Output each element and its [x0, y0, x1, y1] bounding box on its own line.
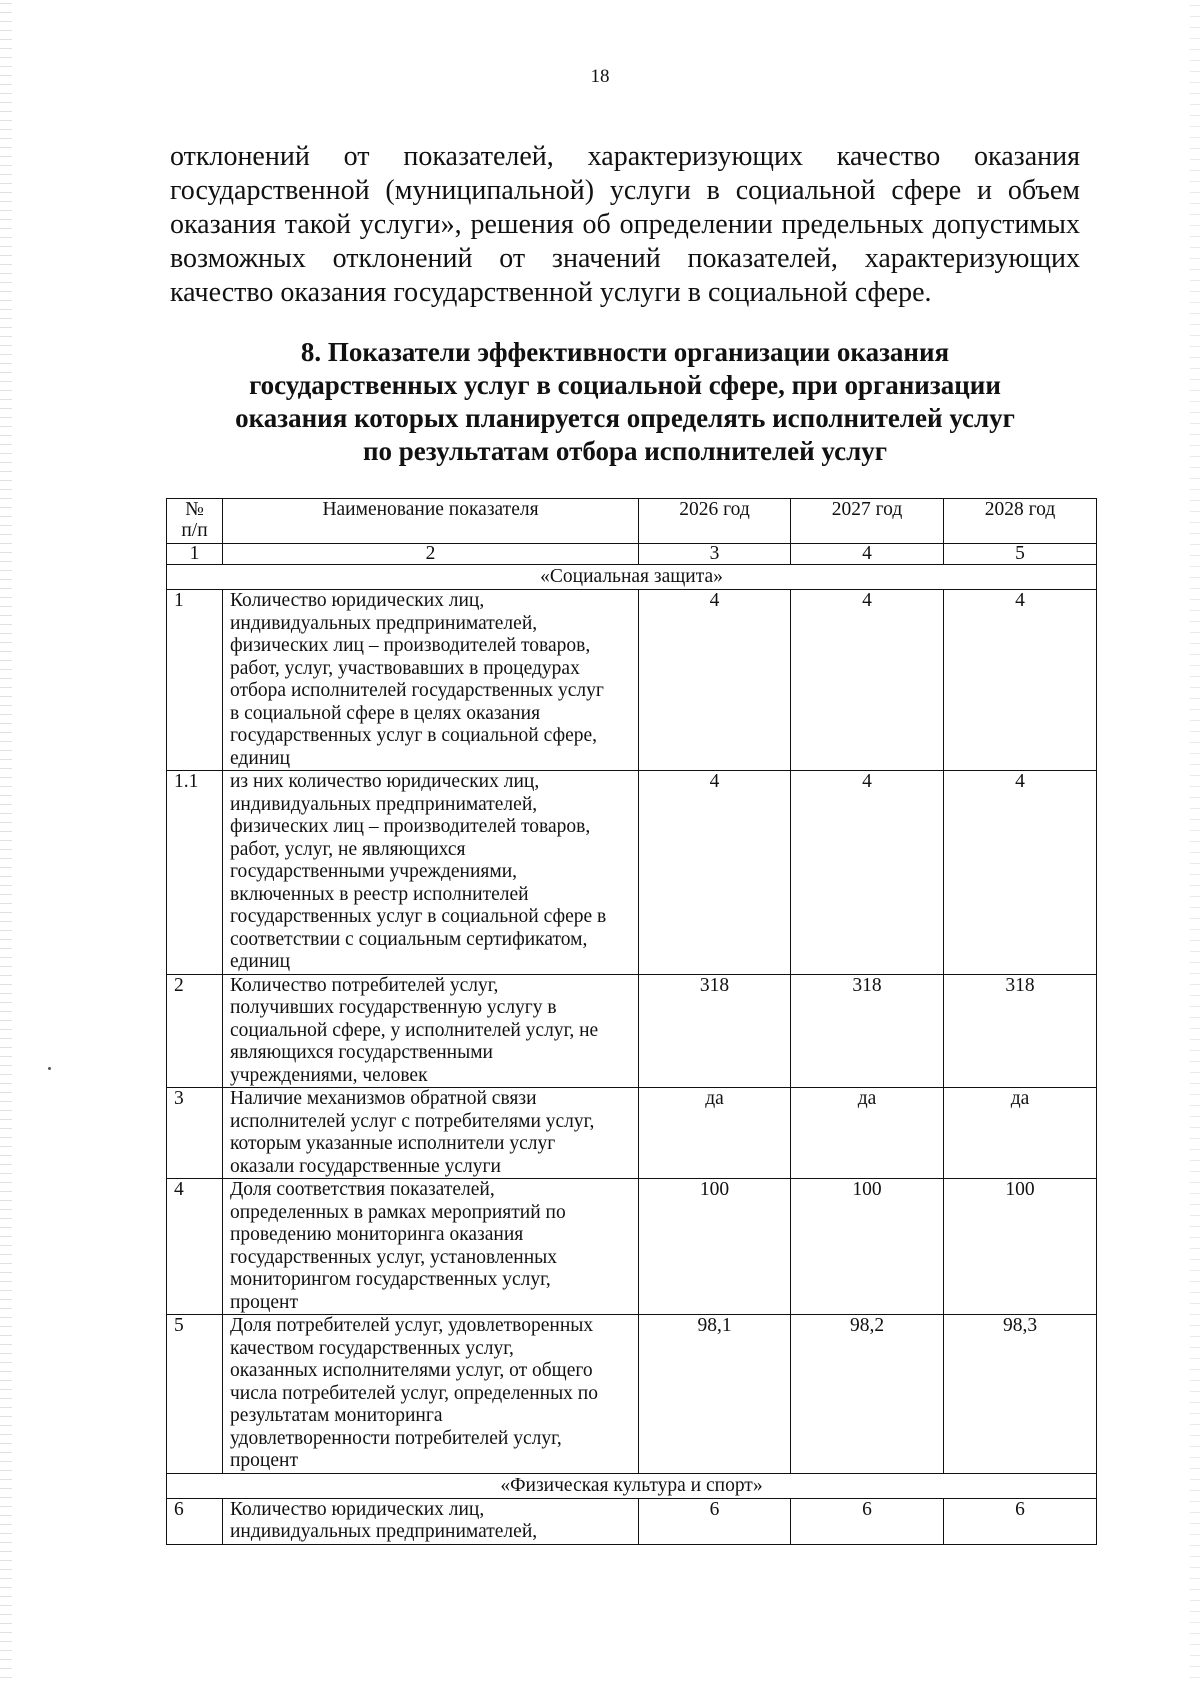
indicator-name-line: индивидуальных предпринимателей,: [230, 612, 538, 634]
section-title-line: оказания которых планируется определять исполнителей услуг: [235, 403, 1015, 433]
group-title: «Физическая культура и спорт»: [167, 1473, 1097, 1498]
row-number: 3: [167, 1088, 223, 1179]
indicator-name-line: в социальной сфере в целях оказания: [230, 702, 541, 724]
value-2027: 6: [791, 1498, 944, 1544]
value-2027: 98,2: [791, 1315, 944, 1474]
section-title: [170, 336, 1080, 468]
value-2027: 318: [791, 974, 944, 1088]
row-number: 6: [167, 1498, 223, 1544]
value-2028: 4: [944, 771, 1097, 975]
indicator-name-line: получивших государственную услугу в: [230, 997, 557, 1018]
indicator-name: [223, 1315, 639, 1474]
indicator-name-line: единиц: [230, 747, 291, 769]
section-title-line: 8. Показатели эффективности организации оказания: [300, 337, 950, 367]
column-number-row: [167, 544, 1097, 565]
indicator-name: [223, 974, 639, 1088]
value-2028: 318: [944, 974, 1097, 1088]
header-number-line2: п/п: [181, 520, 208, 541]
value-2026: 318: [639, 974, 791, 1088]
indicator-name: [223, 590, 639, 771]
row-number: 2: [167, 974, 223, 1088]
indicator-name-line: Доля соответствия показателей,: [230, 1179, 495, 1200]
table-row: [167, 1498, 1097, 1544]
indicator-name-line: государственных услуг в социальной сфере,: [230, 725, 598, 746]
row-number: 1: [167, 590, 223, 771]
header-2026: 2026 год: [639, 499, 791, 544]
indicator-name-line: Количество потребителей услуг,: [230, 974, 499, 996]
header-2028: 2028 год: [944, 499, 1097, 544]
value-2027: 4: [791, 590, 944, 771]
indicator-name-line: процент: [230, 1291, 298, 1313]
intro-paragraph: отклонений от показателей, характеризующих качество оказания государственной (муниципальной) услуги в социальной сфере и объем оказания такой услуги», решения об определении предельных допустимых возможных отклонений от значений показателей, характеризующих качество оказания государственной услуги в социальной сфере.: [170, 141, 1080, 308]
value-2028: 98,3: [944, 1315, 1097, 1474]
column-number: 3: [639, 544, 791, 565]
value-2027: 4: [791, 771, 944, 975]
section-title-line: государственных услуг в социальной сфере, при организации: [249, 370, 1001, 400]
table-row: [167, 1179, 1097, 1315]
indicator-name-line: государственных услуг, установленных: [230, 1246, 558, 1268]
column-number: 2: [223, 544, 639, 565]
value-2028: 100: [944, 1179, 1097, 1315]
indicator-name-line: физических лиц – производителей товаров,: [230, 816, 591, 837]
indicator-name-line: числа потребителей услуг, определенных по: [230, 1382, 598, 1404]
indicator-name-line: государственными учреждениями,: [230, 861, 518, 882]
indicator-name-line: из них количество юридических лиц,: [230, 771, 540, 792]
table-row: [167, 1088, 1097, 1179]
indicator-name-line: оказали государственные услуги: [230, 1155, 501, 1177]
column-number: 5: [944, 544, 1097, 565]
value-2026: 6: [639, 1498, 791, 1544]
value-2026: да: [639, 1088, 791, 1179]
row-number: 1.1: [167, 771, 223, 975]
indicator-name-line: результатам мониторинга: [230, 1405, 443, 1426]
indicator-name-line: определенных в рамках мероприятий по: [230, 1201, 566, 1223]
indicator-name-line: социальной сфере, у исполнителей услуг, не: [230, 1019, 599, 1041]
indicator-name-line: работ, услуг, участвовавших в процедурах: [230, 657, 580, 679]
indicator-name-line: оказанных исполнителями услуг, от общего: [230, 1360, 593, 1381]
table-row: [167, 771, 1097, 975]
value-2027: да: [791, 1088, 944, 1179]
table-body: [167, 565, 1097, 1545]
indicator-name-line: включенных в реестр исполнителей: [230, 883, 529, 905]
group-title: «Социальная защита»: [167, 565, 1097, 590]
indicators-table: [166, 498, 1097, 1545]
indicator-name-line: Доля потребителей услуг, удовлетворенных: [230, 1315, 594, 1336]
value-2026: 4: [639, 590, 791, 771]
indicator-name-line: которым указанные исполнители услуг: [230, 1133, 556, 1154]
table-header-row: [167, 499, 1097, 544]
indicator-name: [223, 1088, 639, 1179]
indicator-name-line: физических лиц – производителей товаров,: [230, 635, 591, 656]
indicator-name-line: единиц: [230, 951, 291, 972]
column-number: 4: [791, 544, 944, 565]
indicator-name-line: качеством государственных услуг,: [230, 1337, 514, 1359]
indicator-name-line: индивидуальных предпринимателей,: [230, 1521, 538, 1542]
value-2028: 6: [944, 1498, 1097, 1544]
value-2026: 100: [639, 1179, 791, 1315]
group-header-row: [167, 565, 1097, 590]
indicator-name: [223, 1498, 639, 1544]
indicator-name-line: индивидуальных предпринимателей,: [230, 793, 538, 815]
indicator-name: [223, 771, 639, 975]
value-2028: да: [944, 1088, 1097, 1179]
header-2027: 2027 год: [791, 499, 944, 544]
value-2026: 4: [639, 771, 791, 975]
indicator-name-line: соответствии с социальным сертификатом,: [230, 928, 588, 950]
value-2027: 100: [791, 1179, 944, 1315]
indicator-name-line: Наличие механизмов обратной связи: [230, 1088, 537, 1109]
indicator-name-line: отбора исполнителей государственных услуг: [230, 680, 604, 701]
indicator-name-line: Количество юридических лиц,: [230, 590, 485, 611]
indicator-name-line: удовлетворенности потребителей услуг,: [230, 1427, 562, 1449]
indicator-name-line: учреждениями, человек: [230, 1064, 428, 1086]
indicator-name: [223, 1179, 639, 1315]
header-number-line1: №: [185, 499, 204, 520]
header-number: [167, 499, 223, 544]
table-row: [167, 974, 1097, 1088]
scan-edge-right: [1190, 0, 1200, 1686]
value-2026: 98,1: [639, 1315, 791, 1474]
row-number: 5: [167, 1315, 223, 1474]
column-number: 1: [167, 544, 223, 565]
page-number: 18: [590, 66, 610, 87]
indicator-name-line: исполнителей услуг с потребителями услуг,: [230, 1110, 595, 1132]
table-row: [167, 1315, 1097, 1474]
table-row: [167, 590, 1097, 771]
scan-speck: [48, 1067, 51, 1070]
group-header-row: [167, 1473, 1097, 1498]
section-title-line: по результатам отбора исполнителей услуг: [362, 436, 887, 466]
scan-edge-left: [0, 0, 12, 1686]
indicator-name-line: являющихся государственными: [230, 1042, 493, 1063]
header-indicator-name: Наименование показателя: [223, 499, 639, 544]
row-number: 4: [167, 1179, 223, 1315]
indicator-name-line: мониторингом государственных услуг,: [230, 1269, 551, 1290]
indicator-name-line: государственных услуг в социальной сфере в: [230, 906, 607, 927]
indicator-name-line: процент: [230, 1450, 298, 1471]
indicator-name-line: работ, услуг, не являющихся: [230, 838, 466, 860]
indicator-name-line: Количество юридических лиц,: [230, 1498, 485, 1520]
indicator-name-line: проведению мониторинга оказания: [230, 1224, 524, 1245]
value-2028: 4: [944, 590, 1097, 771]
